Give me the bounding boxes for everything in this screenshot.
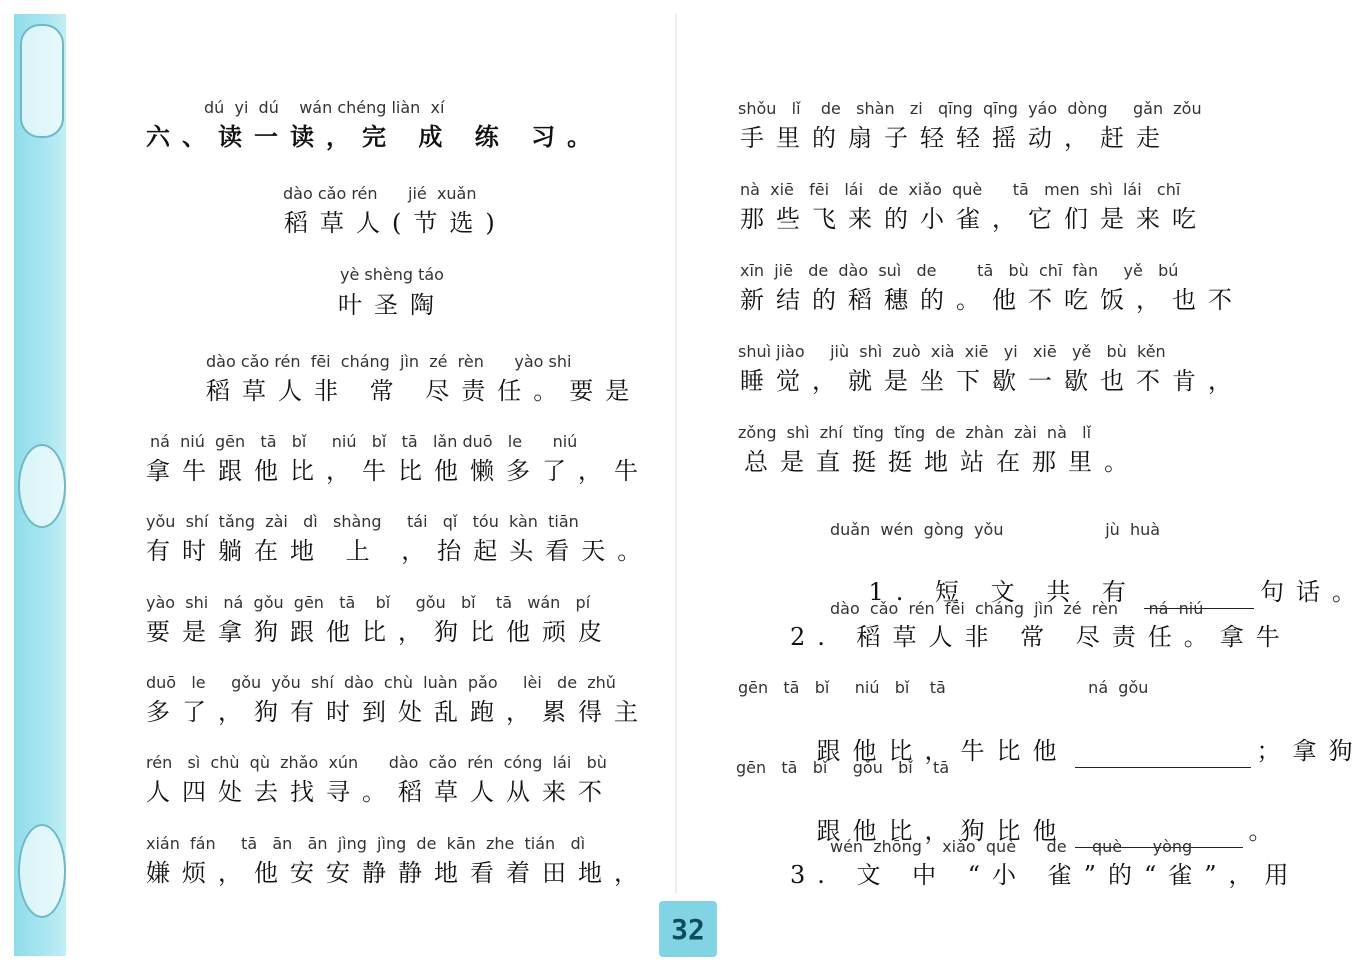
question-2-line3-text: 跟他比，狗比他 [816,817,1069,845]
question-3: 3. 文 中 “小 雀”的“雀”，用 [790,861,1301,889]
text-line: 稻草人非 常 尽责任。要是 [206,377,642,405]
text-line: 睡觉，就是坐下歇一歇也不肯， [740,367,1244,395]
question-1-suffix: 句话。 [1259,578,1368,606]
author-pinyin: yè shèng táo [340,265,444,284]
text-line-pinyin: dào cǎo rén fēi cháng jìn zé rèn yào shi [206,352,572,371]
text-line-pinyin: xián fán tā ān ān jìng jìng de kān zhe tián dì [146,834,586,853]
text-line-pinyin: rén sì chù qù zhǎo xún dào cǎo rén cóng lái bù [146,753,607,772]
question-2-line2 [738,700,1365,765]
question-2-line3 [738,780,1285,845]
page-number: 32 [659,901,717,957]
text-line: 那些飞来的小雀，它们是来吃 [740,205,1208,233]
heading-pinyin: dú yi dú wán chéng liàn xí [204,98,445,117]
text-line-pinyin: shǒu lǐ de shàn zi qīng qīng yáo dòng gǎn zǒu [738,99,1202,118]
text-line: 拿牛跟他比，牛比他懒多了，牛 [146,457,650,485]
text-line-pinyin: xīn jiē de dào suì de tā bù chī fàn yě bú [740,261,1179,280]
question-2-line2-text: 跟他比，牛比他 [816,737,1069,765]
question-2-line2-pinyin: gēn tā bǐ niú bǐ tā ná gǒu [738,678,1149,697]
text-line: 人四处去找寻。稻草人从来不 [146,778,614,806]
text-line: 新结的稻穗的。他不吃饭，也不 [740,286,1244,314]
rabbit-cartoon-icon [20,24,64,138]
lesson-title: 稻草人(节选) [284,209,507,237]
question-1 [790,541,1368,606]
text-line: 嫌烦，他安安静静地看着田地， [146,859,650,887]
title-pinyin: dào cǎo rén jié xuǎn [283,184,477,203]
question-1-text: 1. 短 文 共 有 [868,578,1138,606]
text-line: 手里的扇子轻轻摇动，赶走 [740,124,1172,152]
section-heading: 六、读一读，完 成 练 习。 [146,122,604,151]
text-line-pinyin: shuì jiào jiù shì zuò xià xiē yi xiē yě bù kěn [738,342,1166,361]
tiger-cartoon-icon [18,824,66,918]
text-line: 要是拿狗跟他比，狗比他顽皮 [146,618,614,646]
text-line-pinyin: yǒu shí tǎng zài dì shàng tái qǐ tóu kàn tiān [146,512,579,531]
decorative-side-strip [14,14,66,956]
text-line-pinyin: yào shi ná gǒu gēn tā bǐ gǒu bǐ tā wán pí [146,593,591,612]
author-name: 叶圣陶 [338,291,446,319]
text-line: 多了，狗有时到处乱跑，累得主 [146,698,650,726]
question-2-pinyin: dào cǎo rén fēi cháng jìn zé rèn ná niú [830,599,1204,618]
question-2: 2. 稻草人非 常 尽责任。拿牛 [790,623,1292,651]
text-line-pinyin: zǒng shì zhí tǐng tǐng de zhàn zài nà lǐ [738,423,1092,442]
text-line-pinyin: nà xiē fēi lái de xiǎo què tā men shì lái chī [740,180,1181,199]
question-2-line3-suffix: 。 [1248,817,1285,845]
answer-blank-2a[interactable] [1075,741,1251,768]
question-2-line3-pinyin: gēn tā bǐ gǒu bǐ tā [736,758,950,777]
text-line: 有时躺在地 上 ，抬起头看天。 [146,537,654,565]
question-3-pinyin: wén zhōng xiǎo què de què yòng [830,837,1193,856]
text-line-pinyin: duō le gǒu yǒu shí dào chù luàn pǎo lèi de zhǔ [146,673,616,692]
question-2-line2-suffix: ；拿狗 [1256,737,1365,765]
text-line: 总是直挺挺地站在那里。 [744,448,1140,476]
cat-cartoon-icon [18,444,66,528]
text-line-pinyin: ná niú gēn tā bǐ niú bǐ tā lǎn duō le niú [150,432,578,451]
page-gutter [675,14,677,894]
question-1-pinyin: duǎn wén gòng yǒu jù huà [830,520,1161,539]
